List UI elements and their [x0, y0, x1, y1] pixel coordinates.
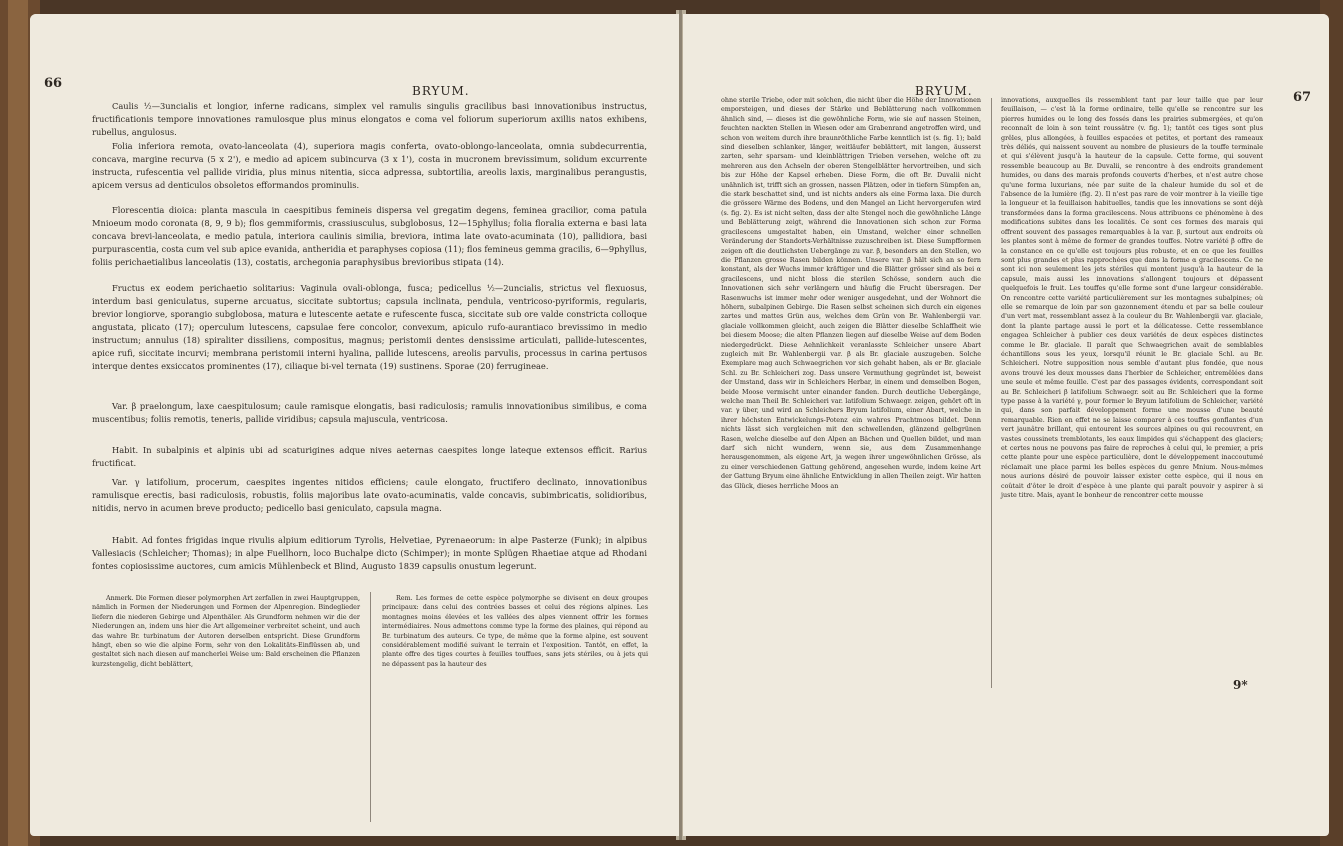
signature-mark: 9* — [1233, 678, 1248, 692]
latin-paragraph-habit-2: Habit. Ad fontes frigidas inque rivulis alpium editiorum Tyrolis, Helvetiae, Pyrenaeorum: in alpe Pasterze (Funk); in alpibus Vallesiacis (Schleicher; Thomas); in alpe Fuellhorn, loco Buchalpe dicto (Schimper); in monte Splügen Rhaetiae atque ad Rhodani fontes copiosissime auctores, cum amicis Mühlenbeck et Blind, Augusto 1839 capsulis onustum legerunt. — [92, 535, 647, 571]
left-page — [30, 14, 679, 836]
latin-paragraph-caulis: Caulis ½—3uncialis et longior, inferne radicans, simplex vel ramulis singulis gracilibus basi innovationibus instructus, fructificationis tempore innovationes ramulosque plus minus elongatos e coma vel foliorum superiorum axillis natos exhibens, rubellus, angulosus. — [92, 101, 647, 137]
french-column: innovations, auxquelles ils ressemblent tant par leur taille que par leur feuillaison, — c'est là la forme ordinaire, telle qu'elle se rencontre sur les pierres humides ou le long des fossés dans les prairies submergées, et qu'on reconnaît de loin à son teint roussâtre (v. fig. 1); tantôt ces tiges sont plus grêles, plus allongées, à feuilles espacées et petites, et portant des rameaux très déliés, qui naissent souvent au nombre de plusieurs de la touffe terminale et qui s'élèvent jusqu'à la hauteur de la capsule. Cette forme, qui souvent ressemble beaucoup au Br. Duvalii, se rencontre à des endroits grandement humides, ou dans des marais profonds couverts d'herbes, et n'est autre chose qu'une forma luxurians, née par suite de la chaleur humide du sol et de l'absence de la lumière (fig. 2). Il n'est pas rare de voir montrer à la vieille tige la longueur et la feuillaison habituelles, tandis que les innovations se sont déjà transformées dans la forma gracilescens. Nous attribuons ce phénomène à des modifications subites dans les localités. Ce sont ces formes des marais qui offrent souvent des passages remarquables à la var. β, surtout aux endroits où les plantes sont à même de former de grandes touffes. Notre variété β offre de la constance en ce qu'elle est toujours plus robuste, et en ce que les feuilles sont plus grandes et plus rapprochées que dans la forme α gracilescens. Ce ne sont ici non seulement les jets stériles qui montent jusqu'à la hauteur de la capsule, mais aussi les innovations s'allongent toujours et dépassent quelquefois le fruit. Les touffes qu'elle forme sont d'une largeur considérable. On rencontre cette variété particulièrement sur les montagnes subalpines; où elle se remarque de loin par son gazonnement étendu et par sa belle couleur d'un vert mat, ressemblant assez à la couleur du Br. Wahlenbergii var. glaciale, dont la plante partage aussi le port et la délicatesse. Cette ressemblance engagea Schleicher à publier ces deux variétés de deux espèces distinctes comme le Br. glaciale. Il paraît que Schwaegrichen avait de semblables échantillons sous les yeux, lorsqu'il réunit le Br. glaciale Schl. au Br. Schleicheri. Notre supposition nous semble d'autant plus fondée, que nous avons trouvé les deux mousses dans l'herbier de Schleicher, entremêlées dans une seule et même feuille. C'est par des passages évidents, correspondant soit au Br. Schleicheri β latifolium Schwaegr. soit au Br. Schleicheri que la forme type passe à la variété γ, pour former le Bryum latifolium de Schleicher, variété qui, dans son parfait développement forme une mousse d'une beauté remarquable. Rien en effet ne se laisse comparer à ces touffes gonflantes d'un vert jaunâtre brillant, qui entourent les sources alpines ou qui recouvrent, en vastes coussinets tremblotants, les eaux limpides qui s'échappent des glaciers; et certes nous ne pouvons pas faire de reproches à celui qui, le premier, a pris cette plante pour une espèce particulière, dont le développement inaccoutumé réclamait une place parmi les belles espèces du genre Mnium. Nous-mêmes nous aurions désiré de pouvoir laisser exister cette espèce, qui il nous en coûtait d'ôter le droit d'espèce à une plante qui paraît pouvoir y aspirer à si juste titre. Mais, ayant le bonheur de rencontrer cette mousse — [1001, 96, 1263, 500]
column-divider — [991, 98, 992, 688]
note-divider — [370, 592, 371, 822]
latin-paragraph-var-gamma: Var. γ latifolium, procerum, caespites ingentes nitidos efficiens; caule elongato, fructifero declinato, innovationibus ramulisque erectis, basi radiculosis, robustis, foliis majoribus late ovato-acuminatis, valde concavis, subimbricatis, solidioribus, nitidis, nervo in acumen breve producto; pedicello basi geniculato, capsula magna. — [92, 477, 647, 513]
running-head: BRYUM. — [915, 84, 973, 98]
latin-paragraph-var-beta: Var. β praelongum, laxe caespitulosum; caule ramisque elongatis, basi radiculosis; ramulis innovationibus similibus, e coma muscentibus; foliis remotis, teneris, pallide viridibus; capsula majuscula, ventricosa. — [92, 401, 647, 424]
latin-paragraph-florescentia: Florescentia dioica: planta mascula in caespitibus femineis dispersa vel gregatim degens, feminea gracilior, coma patula Mnioeum modo coronata (8, 9, 9 b); flos gemmiformis, crassiusculus, subglobosus, 12—15phyllus; folia floralia externa e basi lata concava brevi-lanceolata, e medio patula, interiora caulinis similia, breviora, intima late ovato-acuminata (10), pallidiora, basi purpurascentia, costa cum vel sub apice evanida, antheridia et paraphyses copiosa (11); flos femineus gemma gracilis, 6—9phyllus, foliis perichaetialibus lanceolatis (13), costatis, archegonia paraphysibus brevioribus stipata (14). — [92, 205, 647, 267]
running-head: BRYUM. — [412, 84, 470, 98]
latin-paragraph-folia: Folia inferiora remota, ovato-lanceolata (4), superiora magis conferta, ovato-oblongo-lanceolata, omnia subdecurrentia, concava, margine recurva (5 x 2'), e medio ad apicem subincurva (3 x 1'), costa in mucronem brevissimum, solidum excurrente instructa, rufescentia vel pallide viridia, plus minus nitentia, sicca adpressa, subtortilia, areolis laxis, marginalibus perangustis, apicem versus ad denticulos obsoletos efformandos prominulis. — [92, 141, 647, 190]
latin-paragraph-habit-1: Habit. In subalpinis et alpinis ubi ad scaturigines adque nives aeternas caespites longe lateque extensos efficit. Rarius fructificat. — [92, 445, 647, 468]
french-note: Rem. Les formes de cette espèce polymorphe se divisent en deux groupes principaux: dans celui des contrées basses et celui des régions alpines. Les montagnes moins élevées et les vallées des alpes viennent offrir les formes intermédiaires. Nous admettons comme type la forme des plaines, qui répond au Br. turbinatum des auteurs. Ce type, de même que la forme alpine, est souvent considérablement modifié suivant le terrain et l'exposition. Tantôt, en effet, la plante offre des tiges courtes à feuilles touffues, sans jets stériles, ou à jets qui ne dépassent pas la hauteur des — [382, 594, 648, 668]
page-number: 66 — [44, 76, 63, 91]
page-number: 67 — [1293, 90, 1312, 105]
right-page — [683, 14, 1329, 836]
latin-paragraph-fructus: Fructus ex eodem perichaetio solitarius: Vaginula ovali-oblonga, fusca; pedicellus ½—2uncialis, strictus vel flexuosus, interdum basi geniculatus, superne arcuatus, siccitate subtortus; capsula inclinata, pendula, ventricoso-pyriformis, regularis, brevior longiorve, sporangio subglobosa, matura e lutescente aetate e rufescente fusca, siccitate sub ore valde constricta colloque angustata, plicato (17); operculum lutescens, capsulae fere concolor, convexum, apiculo rufo-aurantiaco brevissimo in medio instructum; annulus (18) spiraliter dissiliens, compositus, magnus; peristomii dentes densissime articulati, pallide-lutescentes, apice rufi, siccitate incurvi; membrana peristomii interni hyalina, pallide lutescens, areolis parvulis, processus in carina pertusos interque dentes exsiccatos prominentes (17), ciliaque bi-vel ternata (19) sustinens. Sporae (20) ferrugineae. — [92, 283, 647, 371]
german-note: Anmerk. Die Formen dieser polymorphen Art zerfallen in zwei Hauptgruppen, nämlich in Formen der Niederungen und Formen der Alpenregion. Bindeglieder liefern die niederen Gebirge und Alpenthäler. Als Grundform nehmen wir die der Niederungen an, indem uns hier die Art allgemeiner verbreitet scheint, und auch das wahre Br. turbinatum der Autoren derselben entspricht. Diese Grundform hängt, eben so wie die alpine Form, sehr von den Lokalitäts-Einflüssen ab, und gestaltet sich nach diesen auf mancherlei Weise um: Bald erscheinen die Pflanzen kurzstengelig, dicht beblättert, — [92, 594, 360, 668]
german-column: ohne sterile Triebe, oder mit solchen, die nicht über die Höhe der Innovationen emporsteigen, und dieses der Stärke und Beblätterung nach vollkommen ähnlich sind, — dieses ist die gewöhnliche Form, wie sie auf nassen Steinen, feuchten nackten Stellen in Wiesen oder am Grabenrand angetroffen wird, und schon von weitem durch ihre braunröthliche Farbe kenntlich ist (s. fig. 1); bald sind dieselben schlanker, länger, weitläufer beblättert, mit langen, äusserst zarten, sehr sparsam- und kleinblättrigen Trieben versehen, welche oft zu mehreren aus den Achseln der oberen Stengelblätter hervortreiben, und sich bis zur Höhe der Kapsel erheben. Diese Form, die oft Br. Duvalii nicht unähnlich ist, trifft sich an grossen, nassen Plätzen, oder in tiefern Sümpfen an, die stark beschattet sind, und ist nichts anders als eine Forma laxa. Die durch die grössere Wärme des Bodens, und den Mangel an Licht hervorgerufen wird (s. fig. 2). Es ist nicht selten, dass der alte Stengel noch die gewöhnliche Länge und Beblätterung zeigt, während die Innovationen sich schon zur Forma gracilescens umgestaltet haben, ein Umstand, welcher einer schnellen Veränderung der Standorts-Verhältnisse zuzuschreiben ist. Diese Sumpfformen zeigen oft die deutlichsten Uebergänge zu var. β, besonders an den Stellen, wo die Pflanzen grosse Rasen bilden können. Unsere var. β hält sich an so fern konstant, als der Wuchs immer kräftiger und die Blätter grösser sind als bei α gracilescens, und nicht bloss die sterilen Schösse, sondern auch die Innovationen sich sehr verlängern und häufig die Frucht übersragen. Der Rasenwuchs ist immer mehr oder weniger ausgedehnt, und der Wohnort die höhern, subalpinen Gebirge. Die Rasen selbst scheinen sich durch ein eigenes zartes und mattes Grün aus, welches dem Grün von Br. Wahlenbergii var. glaciale vollkommen gleicht, auch zeigen die Blätter dieselbe Schlaffheit wie bei diesem Moose; die alten Pflanzen liegen auf dieselbe Weise auf dem Boden niedergedrückt. Diese Aehnlichkeit veranlasste Schleicher unsere Abart zugleich mit Br. Wahlenbergii var. β als Br. glaciale auszugeben. Solche Exemplare mag auch Schwaegrichen vor sich gehabt haben, als er Br. glaciale Schl. zu Br. Schleicheri zog. Dass unsere Vermuthung gegründet ist, beweist der Umstand, dass wir in Schleichers Herbar, in einem und demselben Bogen, beide Moose vermischt unter einander fanden. Durch deutliche Uebergänge, welche man Theil Br. Schleicheri var. latifolium Schwaegr. zeigen, gehört oft in var. γ über, und wird an Schleichers Bryum latifolium, einer Abart, welche in ihrer höchsten Entwickelungs-Potenz ein wahres Prachtmoos bildet. Denn nichts lässt sich vergleichen mit den schwellenden, glänzend gelbgrünen Rasen, welche dieselbe auf den Alpen an Bächen und Quellen bildet, und man darf sich nicht wundern, wenn sie, aus dem Zusammenhange herausgenommen, als eigene Art, ja wegen ihrer ungewöhnlichen Grösse, als zu einer verschiedenen Gattung gehörend, angesehen wurde, indem keine Art der Gattung Bryum eine ähnliche Entwicklung in allen Theilen zeigt. Wir hatten das Glück, dieses herrliche Moos an — [721, 96, 981, 490]
